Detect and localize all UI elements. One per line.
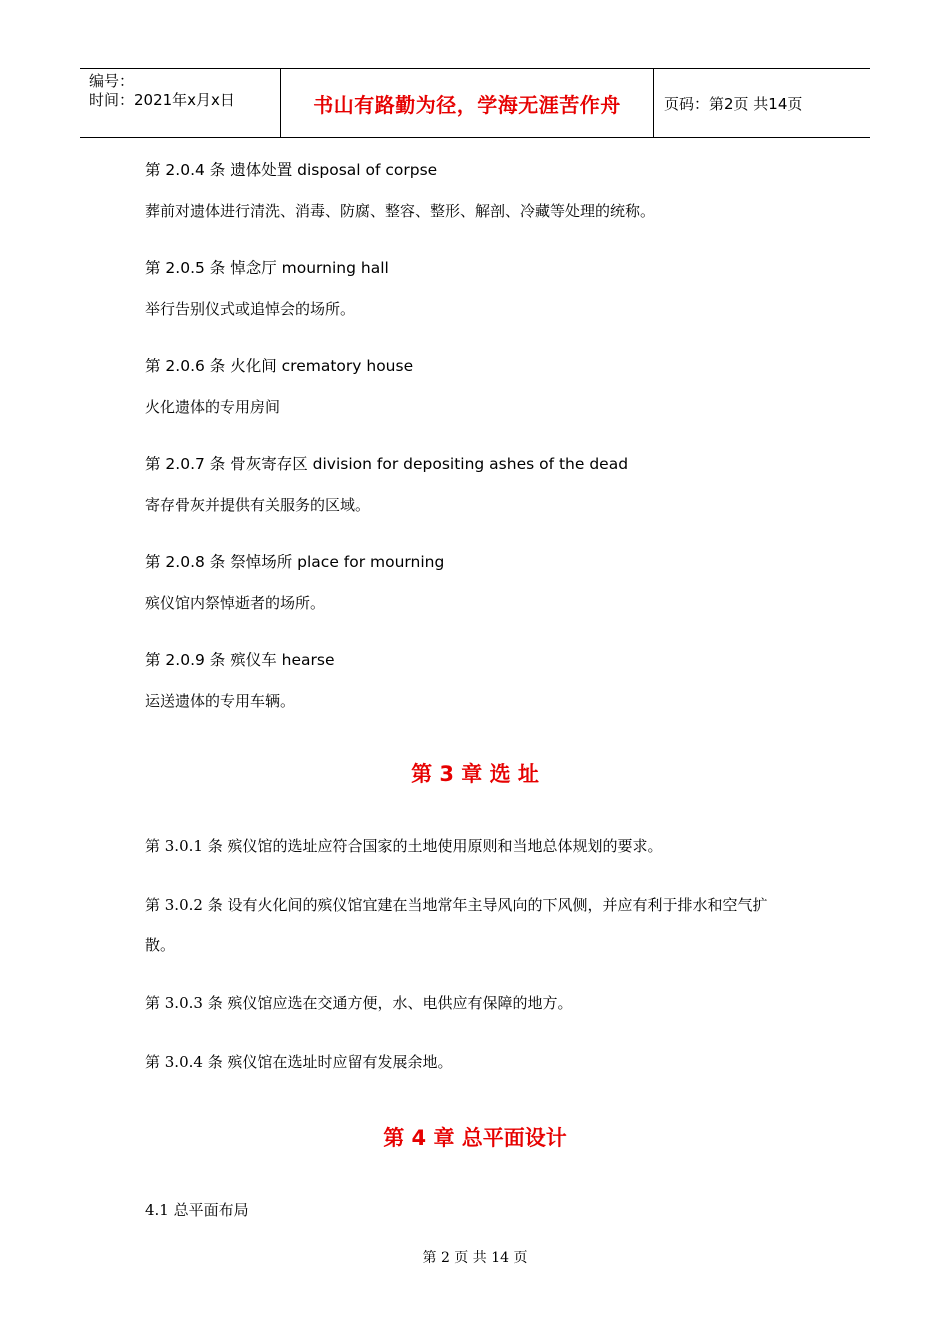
term-definition: 殡仪馆内祭悼逝者的场所。 bbox=[145, 594, 326, 612]
clause-continuation: 散。 bbox=[145, 936, 176, 954]
header-motto: 书山有路勤为径，学海无涯苦作舟 bbox=[281, 69, 654, 137]
term-definition: 举行告别仪式或追悼会的场所。 bbox=[145, 300, 356, 318]
term-heading: 第 2.0.9 条 殡仪车 hearse bbox=[145, 651, 335, 669]
clause: 第 3.0.1 条 殡仪馆的选址应符合国家的土地使用原则和当地总体规划的要求。 bbox=[145, 837, 663, 855]
term-heading: 第 2.0.5 条 悼念厅 mourning hall bbox=[145, 259, 389, 277]
clause: 第 3.0.3 条 殡仪馆应选在交通方便，水、电供应有保障的地方。 bbox=[145, 994, 573, 1012]
clause: 第 3.0.4 条 殡仪馆在选址时应留有发展余地。 bbox=[145, 1053, 453, 1071]
term-heading: 第 2.0.7 条 骨灰寄存区 division for depositing ashes of the dead bbox=[145, 455, 629, 473]
chapter-4-title: 第 4 章 总平面设计 bbox=[383, 1126, 567, 1150]
section-heading: 4.1 总平面布局 bbox=[145, 1201, 249, 1219]
term-heading: 第 2.0.6 条 火化间 crematory house bbox=[145, 357, 414, 375]
term-heading: 第 2.0.4 条 遗体处置 disposal of corpse bbox=[145, 161, 438, 179]
term-definition: 火化遗体的专用房间 bbox=[145, 398, 281, 416]
chapter-3-title: 第 3 章 选 址 bbox=[411, 762, 539, 786]
header-page-info: 页码：第2页 共14页 bbox=[664, 94, 803, 113]
header-meta bbox=[80, 69, 281, 137]
clause: 第 3.0.2 条 设有火化间的殡仪馆宜建在当地常年主导风向的下风侧，并应有利于排水和空气扩 bbox=[145, 896, 768, 914]
term-definition: 葬前对遗体进行清洗、消毒、防腐、整容、整形、解剖、冷藏等处理的统称。 bbox=[145, 202, 656, 220]
term-definition: 寄存骨灰并提供有关服务的区域。 bbox=[145, 496, 371, 514]
document-number-label: 编号： bbox=[89, 72, 135, 90]
page-header bbox=[80, 68, 870, 138]
page-footer: 第 2 页 共 14 页 bbox=[422, 1250, 528, 1266]
term-definition: 运送遗体的专用车辆。 bbox=[145, 692, 296, 710]
term-heading: 第 2.0.8 条 祭悼场所 place for mourning bbox=[145, 553, 445, 571]
document-date: 时间：2021年x月x日 bbox=[89, 91, 235, 109]
